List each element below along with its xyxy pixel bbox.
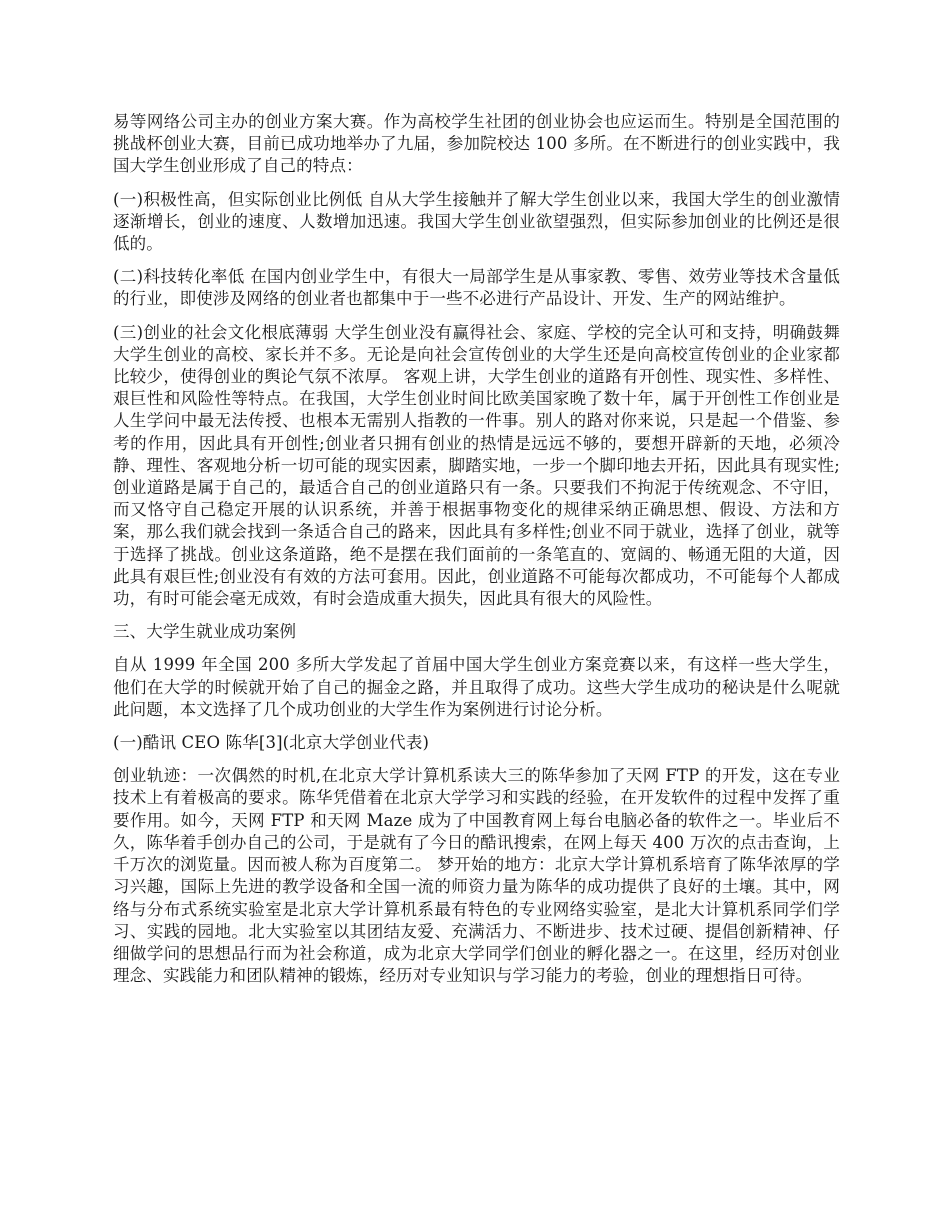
paragraph-feature-3: (三)创业的社会文化根底薄弱 大学生创业没有赢得社会、家庭、学校的完全认可和支持，明确鼓舞大学生创业的高校、家长并不多。无论是向社会宣传创业的大学生还是向高校宣传创业的企业家都比较少，使得创业的舆论气氛不浓厚。 客观上讲，大学生创业的道路有开创性、现实性、多样性、艰巨性和风险性等特点。在我国，大学生创业时间比欧美国家晚了数十年，属于开创性工作创业是人生学问中最无法传授、也根本无需别人指教的一件事。别人的路对你来说，只是起一个借鉴、参考的作用，因此具有开创性;创业者只拥有创业的热情是远远不够的，要想开辟新的天地，必须冷静、理性、客观地分析一切可能的现实因素，脚踏实地，一步一个脚印地去开拓，因此具有现实性;创业道路是属于自己的，最适合自己的创业道路只有一条。只要我们不拘泥于传统观念、不守旧，而又恪守自己稳定开展的认识系统，并善于根据事物变化的规律采纳正确思想、假设、方法和方案，那么我们就会找到一条适合自己的路来，因此具有多样性;创业不同于就业，选择了创业，就等于选择了挑战。创业这条道路，绝不是摆在我们面前的一条笔直的、宽阔的、畅通无阻的大道，因此具有艰巨性;创业没有有效的方法可套用。因此，创业道路不可能每次都成功，不可能每个人都成功，有时可能会毫无成效，有时会造成重大损失，因此具有很大的风险性。 [113,322,840,609]
paragraph-feature-2: (二)科技转化率低 在国内创业学生中，有很大一局部学生是从事家教、零售、效劳业等技术含量低的行业，即使涉及网络的创业者也都集中于一些不必进行产品设计、开发、生产的网站维护。 [113,267,840,309]
paragraph-case-intro: 自从 1999 年全国 200 多所大学发起了首届中国大学生创业方案竞赛以来，有这样一些大学生，他们在大学的时候就开始了自己的掘金之路，并且取得了成功。这些大学生成功的秘诀是什么呢就此问题，本文选择了几个成功创业的大学生作为案例进行讨论分析。 [113,655,840,719]
document-body [113,111,840,998]
paragraph-intro: 易等网络公司主办的创业方案大赛。作为高校学生社团的创业协会也应运而生。特别是全国范围的挑战杯创业大赛，目前已成功地举办了九届，参加院校达 100 多所。在不断进行的创业实践中，我国大学生创业形成了自己的特点： [113,112,840,176]
section-heading: 三、大学生就业成功案例 [113,622,297,642]
paragraph-feature-1: (一)积极性高，但实际创业比例低 自从大学生接触并了解大学生创业以来，我国大学生的创业激情逐渐增长，创业的速度、人数增加迅速。我国大学生创业欲望强烈，但实际参加创业的比例还是很低的。 [113,189,840,254]
case-heading: (一)酷讯 CEO 陈华[3](北京大学创业代表) [113,733,430,753]
paragraph-case-detail: 创业轨迹：一次偶然的时机,在北京大学计算机系读大三的陈华参加了天网 FTP 的开发，这在专业技术上有着极高的要求。陈华凭借着在北京大学学习和实践的经验，在开发软件的过程中发挥了重要作用。如今，天网 FTP 和天网 Maze 成为了中国教育网上每台电脑必备的软件之一。毕业后不久，陈华着手创办自己的公司，于是就有了今日的酷讯搜索，在网上每天 400 万次的点击查询，上千万次的浏览量。因而被人称为百度第二。 梦开始的地方：北京大学计算机系培育了陈华浓厚的学习兴趣，国际上先进的教学设备和全国一流的师资力量为陈华的成功提供了良好的土壤。其中，网络与分布式系统实验室是北京大学计算机系最有特色的专业网络实验室，是北大计算机系同学们学习、实践的园地。北大实验室以其团结友爱、充满活力、不断进步、技术过硬、提倡创新精神、仔细做学问的思想品行而为社会称道，成为北京大学同学们创业的孵化器之一。在这里，经历对创业理念、实践能力和团队精神的锻炼，经历对专业知识与学习能力的考验，创业的理想指日可待。 [113,766,840,986]
